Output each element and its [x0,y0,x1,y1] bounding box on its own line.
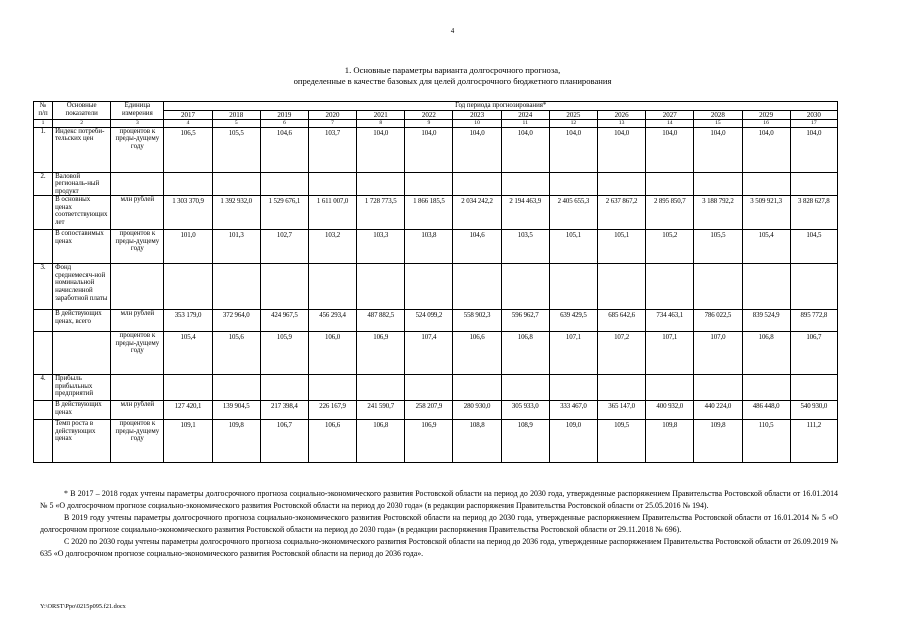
column-index-cell: 17 [790,120,837,127]
page-number: 4 [450,27,455,35]
column-index-cell: 5 [212,120,260,127]
empty-value-cell [405,172,453,196]
file-path: Y:\ORST\Ppo\0215p095.f21.docx [40,603,126,610]
header-row [34,102,838,111]
empty-value-cell [790,172,837,196]
value-cell: 241 590,7 [357,401,405,420]
value-cell: 524 099,2 [405,310,453,332]
value-cell: 365 147,0 [598,401,646,420]
value-cell: 1 611 007,0 [308,196,356,230]
value-cell: 104,0 [790,127,837,172]
unit-cell: процентов к преды-дущему году [111,332,164,375]
header-year: 2030 [790,110,837,120]
value-cell: 104,6 [260,127,308,172]
value-cell: 1 866 185,5 [405,196,453,230]
empty-value-cell [549,264,597,310]
empty-value-cell [453,172,501,196]
value-cell: 104,0 [549,127,597,172]
header-indicators [53,102,111,120]
indicator-cell: Прибыль прибыльных предприятий [53,375,111,401]
row-number-cell [34,310,53,332]
unit-cell [111,264,164,310]
value-cell: 111,2 [790,420,837,463]
indicator-cell: В основных ценах соответствующих лет [53,196,111,230]
value-cell: 101,0 [164,230,212,264]
table-row [34,196,838,230]
empty-value-cell [260,264,308,310]
header-year: 2029 [742,110,790,120]
value-cell: 3 828 627,8 [790,196,837,230]
value-cell: 105,4 [164,332,212,375]
value-cell: 104,0 [357,127,405,172]
value-cell: 104,6 [453,230,501,264]
empty-value-cell [501,264,549,310]
empty-value-cell [501,375,549,401]
value-cell: 127 420,1 [164,401,212,420]
unit-cell: млн рублей [111,196,164,230]
value-cell: 106,8 [357,420,405,463]
value-cell: 1 529 676,1 [260,196,308,230]
empty-value-cell [453,264,501,310]
column-index-cell: 2 [53,120,111,127]
unit-cell: процентов к преды-дущему году [111,420,164,463]
value-cell: 102,7 [260,230,308,264]
value-cell: 353 179,0 [164,310,212,332]
value-cell: 2 895 850,7 [646,196,694,230]
empty-value-cell [790,375,837,401]
table-row [34,332,838,375]
column-index-cell: 16 [742,120,790,127]
empty-value-cell [790,264,837,310]
value-cell: 596 962,7 [501,310,549,332]
empty-value-cell [164,264,212,310]
header-unit-line-2: измерения [121,109,153,117]
value-cell: 109,8 [212,420,260,463]
value-cell: 108,8 [453,420,501,463]
empty-value-cell [164,375,212,401]
value-cell: 487 882,5 [357,310,405,332]
header-year: 2026 [598,110,646,120]
value-cell: 424 967,5 [260,310,308,332]
value-cell: 103,7 [308,127,356,172]
table-row [34,264,838,310]
value-cell: 103,5 [501,230,549,264]
table-row [34,310,838,332]
empty-value-cell [549,375,597,401]
value-cell: 105,6 [212,332,260,375]
value-cell: 108,9 [501,420,549,463]
value-cell: 106,0 [308,332,356,375]
value-cell: 101,3 [212,230,260,264]
value-cell: 105,5 [694,230,742,264]
value-cell: 895 772,8 [790,310,837,332]
value-cell: 104,0 [598,127,646,172]
column-index-cell: 11 [501,120,549,127]
value-cell: 107,1 [646,332,694,375]
column-index-cell: 15 [694,120,742,127]
value-cell: 139 904,5 [212,401,260,420]
value-cell: 109,5 [598,420,646,463]
value-cell: 2 637 867,2 [598,196,646,230]
table-row [34,127,838,172]
value-cell: 1 303 370,9 [164,196,212,230]
value-cell: 109,8 [694,420,742,463]
value-cell: 456 293,4 [308,310,356,332]
header-year: 2017 [164,110,212,120]
value-cell: 106,8 [501,332,549,375]
column-index-cell: 6 [260,120,308,127]
value-cell: 839 524,9 [742,310,790,332]
value-cell: 109,8 [646,420,694,463]
empty-value-cell [357,172,405,196]
column-index-cell: 12 [549,120,597,127]
value-cell: 1 728 773,5 [357,196,405,230]
value-cell: 639 429,5 [549,310,597,332]
table-row [34,172,838,196]
empty-value-cell [646,375,694,401]
table-title-line-1: 1. Основные параметры варианта долгосрочного прогноза, [344,65,561,75]
header-year: 2021 [357,110,405,120]
value-cell: 258 207,9 [405,401,453,420]
empty-value-cell [598,172,646,196]
indicator-cell [53,332,111,375]
value-cell: 105,4 [742,230,790,264]
value-cell: 104,0 [453,127,501,172]
unit-cell: млн рублей [111,401,164,420]
header-number-line-2: п/п [38,109,48,117]
footnotes [40,488,838,559]
value-cell: 106,9 [357,332,405,375]
value-cell: 217 398,4 [260,401,308,420]
empty-value-cell [742,264,790,310]
header-indicators-line-2: показатели [65,109,98,117]
row-number-cell: 1. [34,127,53,172]
value-cell: 105,5 [212,127,260,172]
value-cell: 2 034 242,2 [453,196,501,230]
value-cell: 107,4 [405,332,453,375]
value-cell: 333 467,0 [549,401,597,420]
header-year: 2027 [646,110,694,120]
column-index-cell: 14 [646,120,694,127]
indicator-cell: Фонд среднемесяч-ной номинальной начисленной заработной платы [53,264,111,310]
footnote-3: С 2020 по 2030 годы учтены параметры долгосрочного прогноза социально-экономического развития Ростовской области на период до 2036 года, утвержденные распоряжением Правительства Ростовской области от 26.09.2019 № 635 «О долгосрочном прогнозе социально-экономического развития Ростовской области на период до 2036 года». [40,537,838,558]
value-cell: 107,2 [598,332,646,375]
value-cell: 104,0 [501,127,549,172]
value-cell: 106,9 [405,420,453,463]
empty-value-cell [646,264,694,310]
value-cell: 105,2 [646,230,694,264]
empty-value-cell [694,172,742,196]
empty-value-cell [453,375,501,401]
value-cell: 105,1 [549,230,597,264]
value-cell: 103,2 [308,230,356,264]
empty-value-cell [742,172,790,196]
value-cell: 3 509 921,3 [742,196,790,230]
value-cell: 103,8 [405,230,453,264]
column-index-cell: 13 [598,120,646,127]
row-number-cell: 4. [34,375,53,401]
indicator-cell: В действующих ценах, всего [53,310,111,332]
column-index-cell: 10 [453,120,501,127]
empty-value-cell [164,172,212,196]
value-cell: 105,1 [598,230,646,264]
table-row [34,375,838,401]
empty-value-cell [308,172,356,196]
unit-cell [111,375,164,401]
empty-value-cell [549,172,597,196]
indicator-cell: Валовой региональ-ный продукт [53,172,111,196]
value-cell: 685 642,6 [598,310,646,332]
row-number-cell [34,401,53,420]
header-year: 2022 [405,110,453,120]
header-year: 2025 [549,110,597,120]
value-cell: 558 902,3 [453,310,501,332]
value-cell: 106,6 [453,332,501,375]
column-index-cell: 1 [34,120,53,127]
value-cell: 305 933,0 [501,401,549,420]
value-cell: 107,1 [549,332,597,375]
unit-cell [111,172,164,196]
indicator-cell: В действующих ценах [53,401,111,420]
table-body [34,127,838,463]
header-unit [111,102,164,120]
value-cell: 103,3 [357,230,405,264]
header-year: 2028 [694,110,742,120]
row-number-cell: 2. [34,172,53,196]
header-year: 2019 [260,110,308,120]
value-cell: 280 930,0 [453,401,501,420]
value-cell: 106,7 [260,420,308,463]
empty-value-cell [405,375,453,401]
empty-value-cell [501,172,549,196]
empty-value-cell [260,375,308,401]
value-cell: 104,5 [790,230,837,264]
empty-value-cell [598,264,646,310]
value-cell: 400 932,0 [646,401,694,420]
row-number-cell: 3. [34,264,53,310]
value-cell: 786 022,5 [694,310,742,332]
forecast-parameters-table [33,101,838,463]
value-cell: 104,0 [742,127,790,172]
column-index-cell: 7 [308,120,356,127]
header-number-line-1: № [39,102,47,109]
row-number-cell [34,196,53,230]
value-cell: 107,0 [694,332,742,375]
value-cell: 372 964,0 [212,310,260,332]
value-cell: 540 930,0 [790,401,837,420]
empty-value-cell [308,264,356,310]
empty-value-cell [598,375,646,401]
empty-value-cell [646,172,694,196]
value-cell: 2 405 655,3 [549,196,597,230]
unit-cell: процентов к преды-дущему году [111,230,164,264]
table-title [0,65,905,86]
footnote-2: В 2019 году учтены параметры долгосрочного прогноза социально-экономического развития Ростовской области на период до 2030 года, утвержденные распоряжением Правительства Ростовской области от 16.01.2014 № 5 «О долгосрочном прогнозе социально-экономического развития Ростовской области на период до 2030 года» (в редакции распоряжения Правительства Ростовской области от 29.11.2018 № 696). [40,513,838,534]
value-cell: 106,7 [790,332,837,375]
empty-value-cell [357,375,405,401]
column-index-cell: 4 [164,120,212,127]
column-index-cell: 8 [357,120,405,127]
row-number-cell [34,230,53,264]
header-unit-line-1: Единица [124,102,151,109]
value-cell: 226 167,9 [308,401,356,420]
header-number [34,102,53,120]
footnote-1: * В 2017 – 2018 годах учтены параметры долгосрочного прогноза социально-экономического развития Ростовской области на период до 2030 года, утвержденные распоряжением Правительства Ростовской области от 16.01.2014 № 5 «О долгосрочном прогнозе социально-экономического развития Ростовской области на период до 2030 года» (в редакции распоряжения Правительства Ростовской области от 25.05.2016 № 194). [40,489,838,510]
empty-value-cell [260,172,308,196]
row-number-cell [34,332,53,375]
indicator-cell: В сопоставимых ценах [53,230,111,264]
value-cell: 106,8 [742,332,790,375]
empty-value-cell [308,375,356,401]
table-row [34,420,838,463]
column-index-cell: 9 [405,120,453,127]
value-cell: 104,0 [405,127,453,172]
empty-value-cell [742,375,790,401]
indicator-cell: Темп роста в действующих ценах [53,420,111,463]
value-cell: 104,0 [646,127,694,172]
column-index-row [34,120,838,127]
empty-value-cell [357,264,405,310]
unit-cell: млн рублей [111,310,164,332]
header-year: 2018 [212,110,260,120]
value-cell: 106,6 [308,420,356,463]
value-cell: 3 188 792,2 [694,196,742,230]
header-year: 2020 [308,110,356,120]
value-cell: 734 463,1 [646,310,694,332]
empty-value-cell [694,264,742,310]
value-cell: 2 194 463,9 [501,196,549,230]
value-cell: 486 448,0 [742,401,790,420]
value-cell: 105,9 [260,332,308,375]
value-cell: 1 392 932,0 [212,196,260,230]
indicator-cell: Индекс потреби-тельских цен [53,127,111,172]
value-cell: 109,0 [549,420,597,463]
value-cell: 110,5 [742,420,790,463]
table-row [34,401,838,420]
value-cell: 106,5 [164,127,212,172]
value-cell: 440 224,0 [694,401,742,420]
header-year: 2024 [501,110,549,120]
row-number-cell [34,420,53,463]
empty-value-cell [212,264,260,310]
value-cell: 109,1 [164,420,212,463]
header-year: 2023 [453,110,501,120]
empty-value-cell [212,172,260,196]
header-period: Год периода прогнозирования* [164,102,838,111]
unit-cell: процентов к преды-дущему году [111,127,164,172]
empty-value-cell [694,375,742,401]
empty-value-cell [212,375,260,401]
table-title-line-2: определенные в качестве базовых для целей долгосрочного бюджетного планирования [293,75,612,86]
value-cell: 104,0 [694,127,742,172]
empty-value-cell [405,264,453,310]
table-row [34,230,838,264]
header-indicators-line-1: Основные [66,102,97,109]
column-index-cell: 3 [111,120,164,127]
